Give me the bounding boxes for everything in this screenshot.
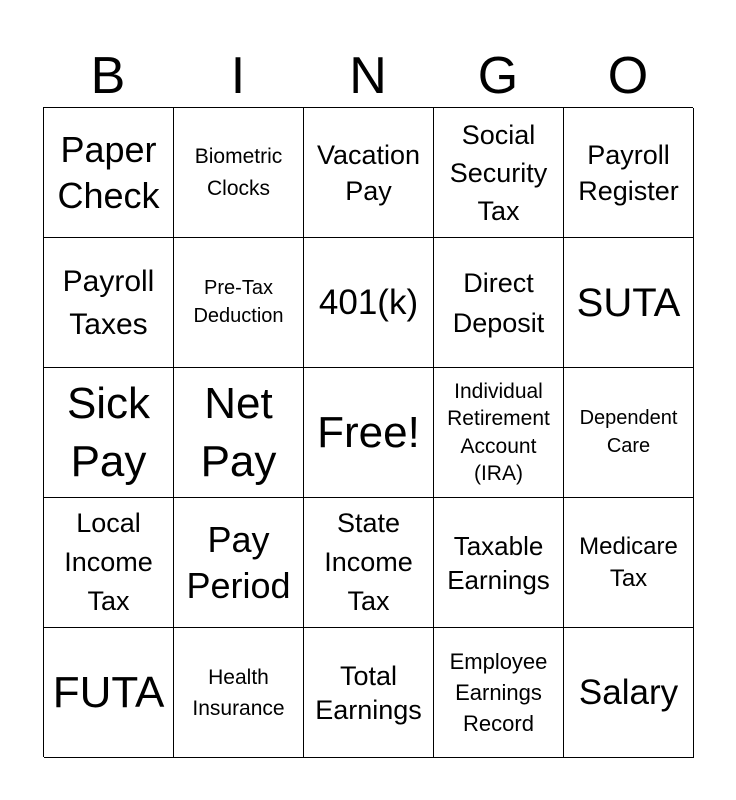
bingo-cell[interactable] bbox=[174, 368, 304, 498]
bingo-header bbox=[43, 44, 693, 108]
cell-label: Payroll Taxes bbox=[62, 264, 155, 341]
cell-label: Individual Retirement Account (IRA) bbox=[447, 379, 550, 485]
cell-label: 401(k) bbox=[318, 282, 419, 322]
cell-label: Salary bbox=[578, 672, 679, 712]
cell-label: Health Insurance bbox=[192, 665, 285, 720]
header-letter-i: I bbox=[230, 47, 246, 105]
bingo-cell[interactable] bbox=[174, 108, 304, 238]
cell-label: Dependent Care bbox=[579, 407, 678, 457]
cell-label: Pay Period bbox=[186, 518, 291, 606]
bingo-board bbox=[43, 107, 693, 757]
bingo-cell[interactable] bbox=[564, 628, 694, 758]
cell-label: Medicare Tax bbox=[579, 532, 678, 592]
header-letter-g: G bbox=[477, 47, 519, 105]
bingo-cell[interactable] bbox=[44, 238, 174, 368]
bingo-cell[interactable] bbox=[304, 238, 434, 368]
bingo-cell[interactable] bbox=[44, 628, 174, 758]
bingo-cell[interactable] bbox=[434, 498, 564, 628]
bingo-cell[interactable] bbox=[434, 628, 564, 758]
cell-label: Direct Deposit bbox=[452, 267, 545, 338]
cell-label: FUTA bbox=[52, 667, 165, 717]
bingo-cell free-space[interactable] bbox=[304, 368, 434, 498]
cell-label: Sick Pay bbox=[66, 378, 151, 486]
bingo-cell[interactable] bbox=[304, 628, 434, 758]
bingo-cell[interactable] bbox=[174, 628, 304, 758]
bingo-cell[interactable] bbox=[44, 108, 174, 238]
bingo-cell[interactable] bbox=[434, 368, 564, 498]
bingo-cell[interactable] bbox=[44, 498, 174, 628]
cell-label: Vacation Pay bbox=[316, 139, 421, 206]
bingo-cell[interactable] bbox=[174, 498, 304, 628]
header-letter-b: B bbox=[90, 47, 126, 105]
header-letter-n: N bbox=[349, 47, 387, 105]
bingo-cell[interactable] bbox=[434, 238, 564, 368]
cell-label: Social Security Tax bbox=[449, 119, 548, 226]
header-letter-o: O bbox=[607, 47, 649, 105]
cell-label: Paper Check bbox=[57, 128, 160, 216]
bingo-cell[interactable] bbox=[304, 498, 434, 628]
bingo-cell[interactable] bbox=[174, 238, 304, 368]
cell-label: Taxable Earnings bbox=[447, 530, 550, 595]
cell-label: Payroll Register bbox=[578, 139, 679, 206]
bingo-cell[interactable] bbox=[564, 498, 694, 628]
bingo-cell[interactable] bbox=[44, 368, 174, 498]
cell-label: Employee Earnings Record bbox=[449, 649, 548, 736]
bingo-cell[interactable] bbox=[564, 238, 694, 368]
bingo-cell[interactable] bbox=[564, 368, 694, 498]
cell-label: Biometric Clocks bbox=[194, 144, 283, 200]
bingo-cell[interactable] bbox=[564, 108, 694, 238]
cell-label: Local Income Tax bbox=[64, 508, 153, 616]
bingo-cell[interactable] bbox=[434, 108, 564, 238]
cell-label: Net Pay bbox=[200, 378, 277, 486]
cell-label: State Income Tax bbox=[324, 508, 413, 616]
cell-label: Total Earnings bbox=[315, 660, 422, 725]
cell-label: Free! bbox=[317, 407, 420, 457]
cell-label: Pre-Tax Deduction bbox=[193, 277, 284, 327]
bingo-cell[interactable] bbox=[304, 108, 434, 238]
cell-label: SUTA bbox=[576, 280, 681, 325]
